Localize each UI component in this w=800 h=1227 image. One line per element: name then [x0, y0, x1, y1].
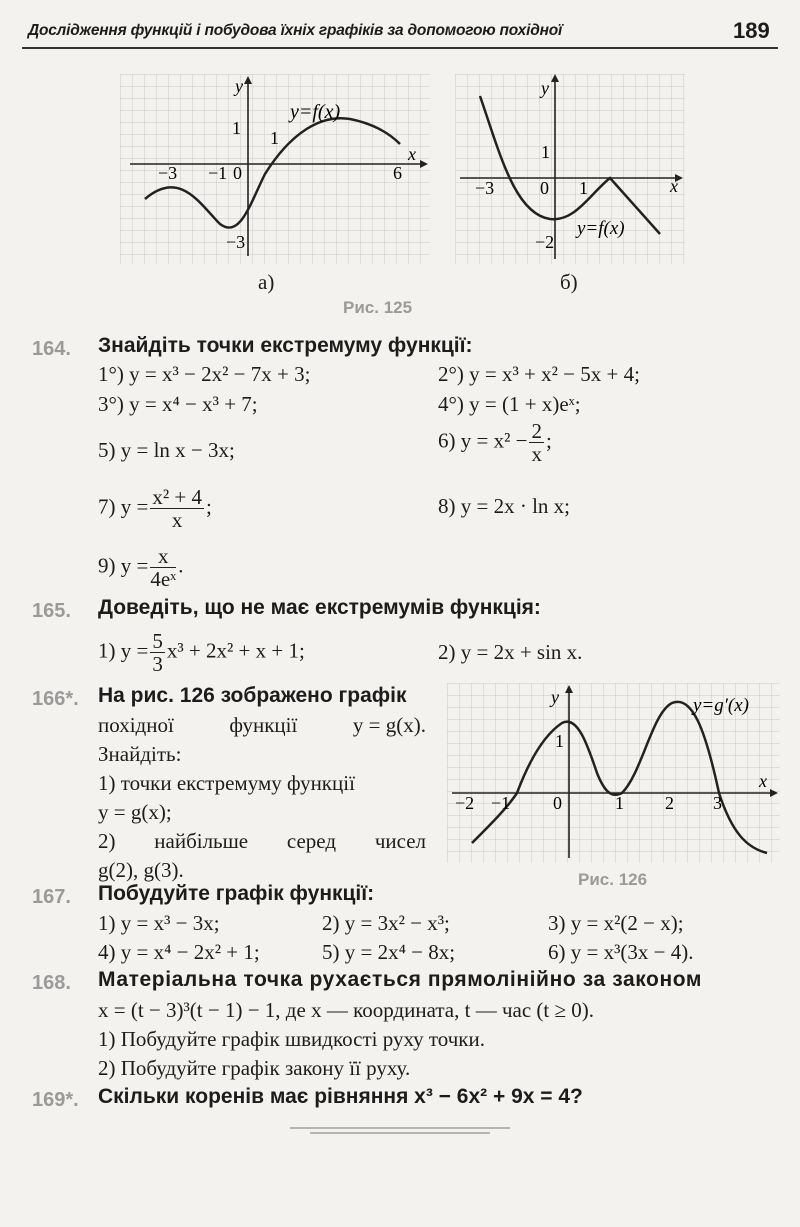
axis-y-label: y [551, 687, 559, 707]
task-number: 164. [32, 338, 71, 360]
tick-label: 3 [713, 793, 722, 813]
figure-126-caption: Рис. 126 [578, 870, 648, 889]
item-fraction: 6) y = x² − $\frac{2}{x}$ ; [438, 419, 552, 466]
tick-label: −2 [455, 793, 475, 813]
item: 6) y = x³(3x − 4). [548, 940, 694, 964]
item: 1°) y = x³ − 2x² − 7x + 3; [98, 362, 311, 386]
figure-125b-label: б) [560, 270, 578, 294]
item: 2) y = 2x + sin x. [438, 640, 583, 664]
task-line: g(2), g(3). [98, 858, 184, 882]
page-number: 189 [733, 18, 770, 43]
item: 5) y = 2x⁴ − 8x; [322, 940, 456, 964]
tick-label: −1 [208, 163, 228, 183]
figure-126 [447, 683, 780, 863]
task-number: 169*. [32, 1089, 79, 1111]
axis-x-label: x [759, 771, 767, 791]
tick-label: −3 [226, 232, 246, 252]
task-line: 2) найбільше серед чисел [98, 829, 426, 853]
tick-label: 1 [232, 118, 241, 138]
task-number: 167. [32, 886, 71, 908]
task-line: y = g(x); [98, 800, 172, 824]
func-label: y=f(x) [290, 101, 341, 123]
header-rule [22, 47, 778, 49]
axis-y-label: y [541, 78, 549, 98]
task-line: Знайдіть: [98, 742, 182, 766]
task-number: 165. [32, 600, 71, 622]
task-title: Доведіть, що не має екстремумів функція: [98, 596, 541, 619]
func-label: y=g′(x) [693, 695, 749, 716]
figure-125a [120, 74, 430, 264]
running-header: Дослідження функцій і побудова їхніх графіків за допомогою похідної [28, 22, 563, 39]
tick-label: −1 [491, 793, 511, 813]
tick-label: 1 [270, 128, 279, 148]
tick-label: −2 [535, 232, 555, 252]
item: 5) y = ln x − 3x; [98, 438, 235, 462]
task-number: 168. [32, 972, 71, 994]
axis-y-label: y [235, 76, 243, 96]
task-title: Знайдіть точки екстремуму функції: [98, 334, 473, 357]
tick-label: 0 [233, 163, 242, 183]
tick-label: 1 [579, 178, 588, 198]
tick-label: 2 [665, 793, 674, 813]
tick-label: 1 [541, 142, 550, 162]
item: 4) y = x⁴ − 2x² + 1; [98, 940, 260, 964]
task-title: Побудуйте графік функції: [98, 882, 375, 905]
item-fraction: 9) y = $\frac{x}{\text{4eˣ}}$ . [98, 544, 184, 591]
tick-label: −3 [475, 178, 495, 198]
axis-x-label: x [670, 176, 678, 196]
end-ornament [290, 1124, 510, 1138]
task-line: 2) Побудуйте графік закону її руху. [98, 1056, 411, 1080]
task-line: Скільки коренів має рівняння x³ − 6x² + 9x = 4? [98, 1085, 583, 1108]
task-line: x = (t − 3)³(t − 1) − 1, де x — координата, t — час (t ≥ 0). [98, 998, 595, 1022]
func-label: y=f(x) [577, 218, 625, 239]
tick-label: −3 [158, 163, 178, 183]
figure-125-caption: Рис. 125 [343, 298, 413, 317]
figure-125a-label: а) [258, 270, 275, 294]
item-fraction: 1) y = $\frac{5}{3}$ x³ + 2x² + x + 1; [98, 629, 305, 676]
task-line: 1) Побудуйте графік швидкості руху точки. [98, 1027, 486, 1051]
item: 8) y = 2x · ln x; [438, 494, 570, 518]
tick-label: 1 [615, 793, 624, 813]
task-number: 166*. [32, 688, 79, 710]
figure-125b [455, 74, 685, 264]
tick-label: 1 [555, 731, 564, 751]
task-line: На рис. 126 зображено графік [98, 684, 407, 707]
task-line: похідної функції y = g(x). [98, 713, 426, 737]
item: 2°) y = x³ + x² − 5x + 4; [438, 362, 640, 386]
item: 2) y = 3x² − x³; [322, 911, 450, 935]
task-line: Матеріальна точка рухається прямолінійно за законом [98, 968, 703, 991]
tick-label: 0 [540, 178, 549, 198]
axis-x-label: x [408, 144, 416, 164]
tick-label: 0 [553, 793, 562, 813]
item: 3°) y = x⁴ − x³ + 7; [98, 392, 258, 416]
item: 3) y = x²(2 − x); [548, 911, 684, 935]
item: 4°) y = (1 + x)eˣ; [438, 392, 581, 416]
item: 1) y = x³ − 3x; [98, 911, 220, 935]
task-line: 1) точки екстремуму функції [98, 771, 355, 795]
item-fraction: 7) y = $\frac{\text{x² + 4}}{x}$ ; [98, 485, 212, 532]
tick-label: 6 [393, 163, 402, 183]
